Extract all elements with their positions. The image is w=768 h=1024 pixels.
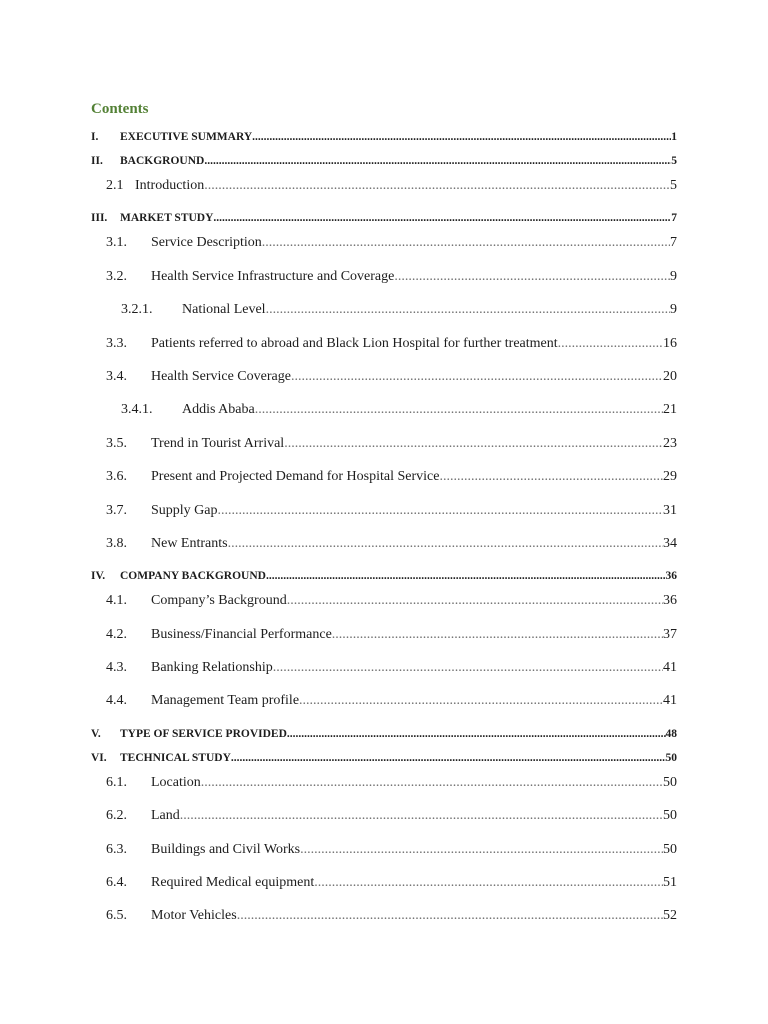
- entry-page-number: 9: [670, 268, 677, 284]
- entry-number: IV.: [91, 570, 106, 583]
- entry-title: Health Service Coverage: [151, 368, 291, 384]
- entry-number: 3.6.: [106, 469, 127, 485]
- toc-subsection-entry: [91, 837, 677, 863]
- dot-leader: [314, 870, 663, 896]
- entry-number: 4.2.: [106, 626, 127, 642]
- entry-number: 3.1.: [106, 235, 127, 251]
- toc-subsection-entry: [91, 870, 677, 896]
- entry-page-number: 7: [670, 235, 677, 251]
- dot-leader: [291, 364, 663, 390]
- entry-number: 3.2.1.: [121, 302, 153, 318]
- dot-leader: [287, 722, 666, 746]
- entry-title: COMPANY BACKGROUND: [120, 570, 266, 583]
- dot-leader: [204, 173, 670, 199]
- dot-leader: [299, 688, 663, 714]
- entry-page-number: 50: [663, 808, 677, 824]
- contents-heading: Contents: [91, 101, 149, 117]
- entry-page-number: 7: [671, 212, 677, 225]
- toc-subsection-entry: [91, 770, 677, 796]
- entry-title: Land: [151, 808, 180, 824]
- dot-leader: [228, 531, 663, 557]
- dot-leader: [287, 588, 663, 614]
- dot-leader: [180, 803, 663, 829]
- entry-page-number: 16: [663, 335, 677, 351]
- toc-subsubsection-entry: [91, 297, 677, 323]
- entry-number: 4.4.: [106, 693, 127, 709]
- entry-number: 6.2.: [106, 808, 127, 824]
- dot-leader: [284, 431, 663, 457]
- entry-page-number: 41: [663, 693, 677, 709]
- dot-leader: [439, 464, 663, 490]
- dot-leader: [237, 903, 663, 929]
- toc-subsection-entry: [91, 688, 677, 714]
- entry-page-number: 50: [665, 751, 677, 764]
- toc-subsection-entry: [91, 498, 677, 524]
- entry-number: 6.1.: [106, 774, 127, 790]
- dot-leader: [213, 206, 671, 230]
- entry-number: 6.5.: [106, 908, 127, 924]
- dot-leader: [255, 397, 663, 423]
- entry-title: New Entrants: [151, 535, 228, 551]
- toc-section-entry: [91, 722, 677, 746]
- dot-leader: [201, 770, 663, 796]
- entry-page-number: 48: [665, 727, 677, 740]
- entry-title: Required Medical equipment: [151, 875, 315, 891]
- entry-number: 3.4.: [106, 368, 127, 384]
- toc-section-entry: [91, 206, 677, 230]
- entry-number: II.: [91, 155, 103, 167]
- entry-page-number: 20: [663, 368, 677, 384]
- toc-subsection-entry: [91, 903, 677, 929]
- toc-subsection-entry: [91, 464, 677, 490]
- entry-number: 6.4.: [106, 875, 127, 891]
- toc-subsection-entry: [91, 331, 677, 357]
- entry-number: VI.: [91, 751, 107, 764]
- entry-number: 3.3.: [106, 335, 127, 351]
- entry-title: BACKGROUND: [120, 155, 205, 167]
- toc-subsection-entry: [91, 803, 677, 829]
- entry-page-number: 1: [671, 131, 677, 143]
- dot-leader: [204, 149, 671, 173]
- dot-leader: [231, 746, 666, 770]
- entry-number: 3.4.1.: [121, 402, 153, 418]
- toc-subsection-entry: [91, 588, 677, 614]
- entry-title: Service Description: [151, 235, 262, 251]
- entry-title: EXECUTIVE SUMMARY: [120, 131, 253, 143]
- entry-title: Health Service Infrastructure and Coverage: [151, 268, 395, 284]
- entry-number: 3.2.: [106, 268, 127, 284]
- entry-number: 3.7.: [106, 502, 127, 518]
- entry-number: 4.3.: [106, 660, 127, 676]
- entry-title: Addis Ababa: [182, 402, 255, 418]
- toc-section-entry: [91, 564, 677, 588]
- entry-number: V.: [91, 727, 101, 740]
- entry-title: Trend in Tourist Arrival: [151, 435, 285, 451]
- entry-page-number: 34: [663, 535, 677, 551]
- entry-title: Banking Relationship: [151, 660, 273, 676]
- entry-title: TYPE OF SERVICE PROVIDED: [120, 727, 287, 740]
- entry-title: Management Team profile: [151, 693, 300, 709]
- entry-title: Company’s Background: [151, 593, 287, 609]
- entry-number: I.: [91, 131, 99, 143]
- entry-page-number: 29: [663, 469, 677, 485]
- entry-page-number: 50: [663, 841, 677, 857]
- table-of-contents: [91, 100, 677, 937]
- toc-section-entry: [91, 149, 677, 173]
- entry-title: Business/Financial Performance: [151, 626, 332, 642]
- dot-leader: [300, 837, 663, 863]
- toc-subsubsection-entry: [91, 397, 677, 423]
- toc-subsection-entry: [91, 655, 677, 681]
- dot-leader: [332, 622, 663, 648]
- entry-title: Location: [151, 774, 201, 790]
- entry-number: 3.5.: [106, 435, 127, 451]
- toc-subsection-entry: [91, 230, 677, 256]
- entry-number: 6.3.: [106, 841, 127, 857]
- dot-leader: [394, 264, 670, 290]
- dot-leader: [252, 125, 671, 149]
- entry-title: Present and Projected Demand for Hospital Service: [151, 469, 440, 485]
- entry-number: 3.8.: [106, 535, 127, 551]
- entry-page-number: 5: [670, 178, 677, 193]
- entry-title: National Level: [182, 302, 266, 318]
- entry-page-number: 50: [663, 774, 677, 790]
- entry-page-number: 23: [663, 435, 677, 451]
- dot-leader: [266, 564, 666, 588]
- entry-page-number: 9: [670, 302, 677, 318]
- entry-page-number: 36: [665, 570, 677, 583]
- entry-title: Buildings and Civil Works: [151, 841, 301, 857]
- entry-title: TECHNICAL STUDY: [120, 751, 231, 764]
- toc-subsection-entry: [91, 622, 677, 648]
- dot-leader: [262, 230, 670, 256]
- entry-page-number: 41: [663, 660, 677, 676]
- entry-page-number: 37: [663, 626, 677, 642]
- entry-page-number: 5: [671, 155, 677, 167]
- toc-subsection-entry: [91, 531, 677, 557]
- entry-page-number: 36: [663, 593, 677, 609]
- entry-title: Motor Vehicles: [151, 908, 237, 924]
- entry-page-number: 52: [663, 908, 677, 924]
- entry-title: Supply Gap: [151, 502, 218, 518]
- entry-page-number: 21: [663, 402, 677, 418]
- entry-number: III.: [91, 212, 108, 225]
- entry-title: Introduction: [135, 178, 205, 193]
- toc-section-entry: [91, 746, 677, 770]
- entry-title: MARKET STUDY: [120, 212, 214, 225]
- dot-leader: [273, 655, 663, 681]
- toc-section-entry: [91, 125, 677, 149]
- dot-leader: [266, 297, 670, 323]
- entry-page-number: 51: [663, 875, 677, 891]
- toc-subsection-entry: [91, 364, 677, 390]
- entry-page-number: 31: [663, 502, 677, 518]
- entry-number: 2.1: [106, 178, 124, 193]
- dot-leader: [218, 498, 664, 524]
- toc-subsection-entry: [91, 173, 677, 199]
- entry-title: Patients referred to abroad and Black Lion Hospital for further treatment: [151, 335, 558, 351]
- dot-leader: [558, 331, 663, 357]
- toc-subsection-entry: [91, 431, 677, 457]
- entry-number: 4.1.: [106, 593, 127, 609]
- toc-subsection-entry: [91, 264, 677, 290]
